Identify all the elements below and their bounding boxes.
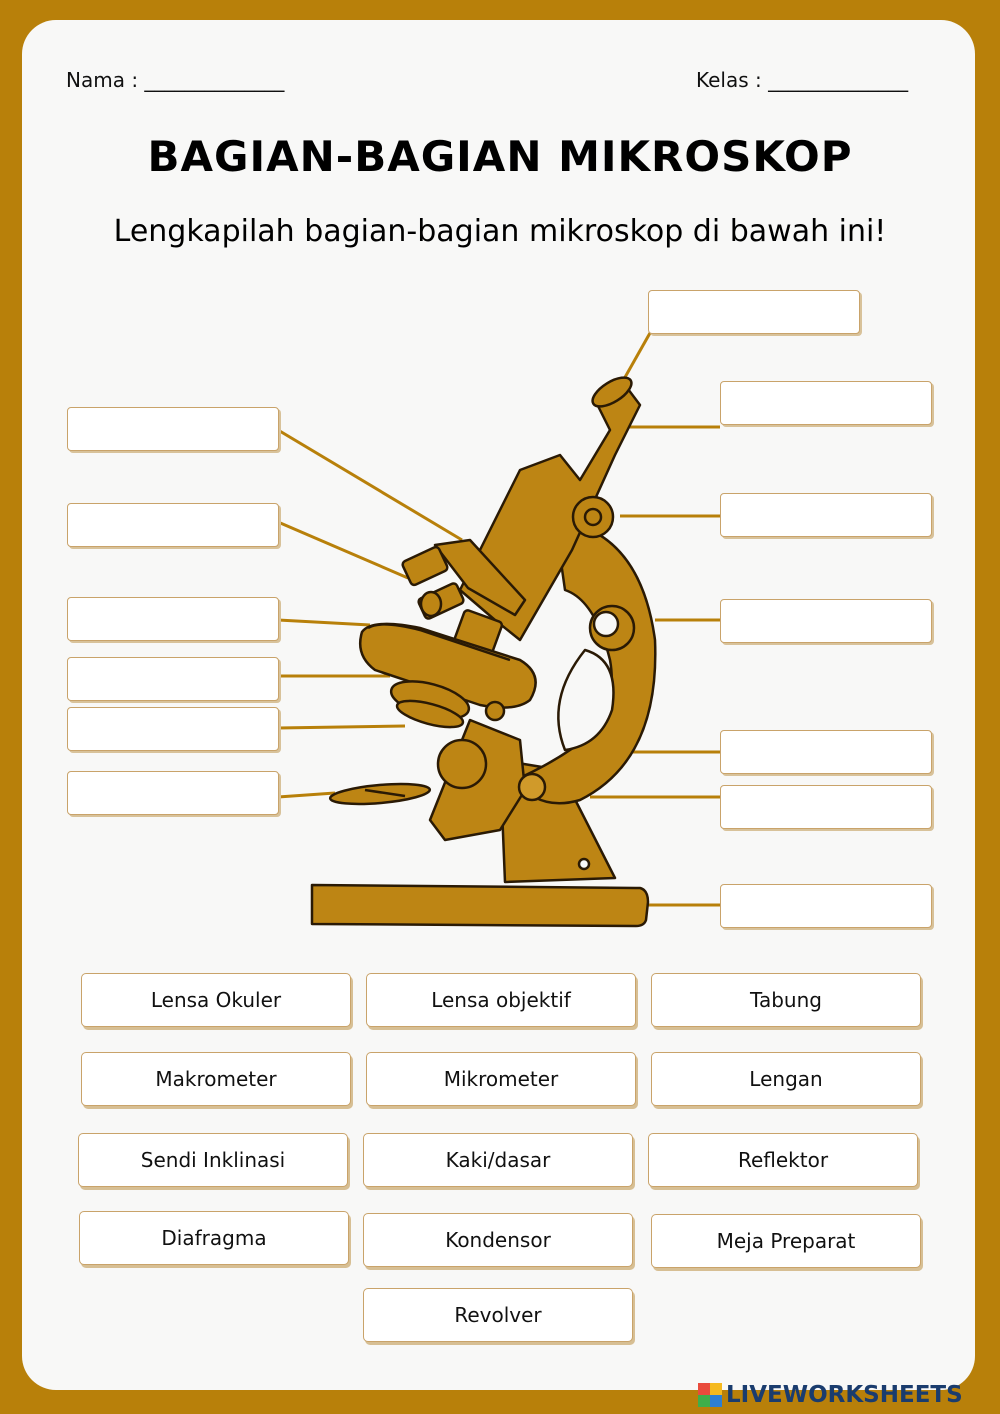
answer-box-okuler[interactable] [720,381,932,425]
microscope-base [312,885,648,926]
logo-text: LIVEWORKSHEETS [726,1382,963,1408]
answer-box-meja[interactable] [67,597,279,641]
instruction-text: Lengkapilah bagian-bagian mikroskop di bawah ini! [113,214,887,249]
answer-box-sendi[interactable] [720,785,932,829]
microscope [312,372,655,926]
word-tabung[interactable]: Tabung [651,973,921,1027]
word-sendi-inklinasi[interactable]: Sendi Inklinasi [78,1133,348,1187]
name-field-label: Nama : ______________ [66,68,285,92]
liveworksheets-logo [698,1380,963,1410]
answer-box-reflektor[interactable] [67,771,279,815]
logo-icon [698,1383,722,1407]
word-lensa-objektif[interactable]: Lensa objektif [366,973,636,1027]
answer-box-kaki[interactable] [720,884,932,928]
answer-box-mikrometer[interactable] [720,599,932,643]
answer-box-revolver[interactable] [67,407,279,451]
word-meja-preparat[interactable]: Meja Preparat [651,1214,921,1268]
word-lensa-okuler[interactable]: Lensa Okuler [81,973,351,1027]
answer-box-diafragma[interactable] [67,707,279,751]
word-kondensor[interactable]: Kondensor [363,1213,633,1267]
answer-box-lengan[interactable] [720,730,932,774]
word-revolver[interactable]: Revolver [363,1288,633,1342]
word-lengan[interactable]: Lengan [651,1052,921,1106]
answer-box-objektif[interactable] [67,503,279,547]
word-diafragma[interactable]: Diafragma [79,1211,349,1265]
word-reflektor[interactable]: Reflektor [648,1133,918,1187]
class-field-label: Kelas : ______________ [696,68,909,92]
coarse-knob [573,497,613,537]
answer-box-kondensor[interactable] [67,657,279,701]
word-mikrometer[interactable]: Mikrometer [366,1052,636,1106]
word-makrometer[interactable]: Makrometer [81,1052,351,1106]
word-kaki-dasar[interactable]: Kaki/dasar [363,1133,633,1187]
answer-box-makrometer[interactable] [720,493,932,537]
condenser-knob [438,740,486,788]
mirror [329,781,430,808]
page-title: BAGIAN-BAGIAN MIKROSKOP [147,132,853,181]
answer-box-tabung[interactable] [648,290,860,334]
